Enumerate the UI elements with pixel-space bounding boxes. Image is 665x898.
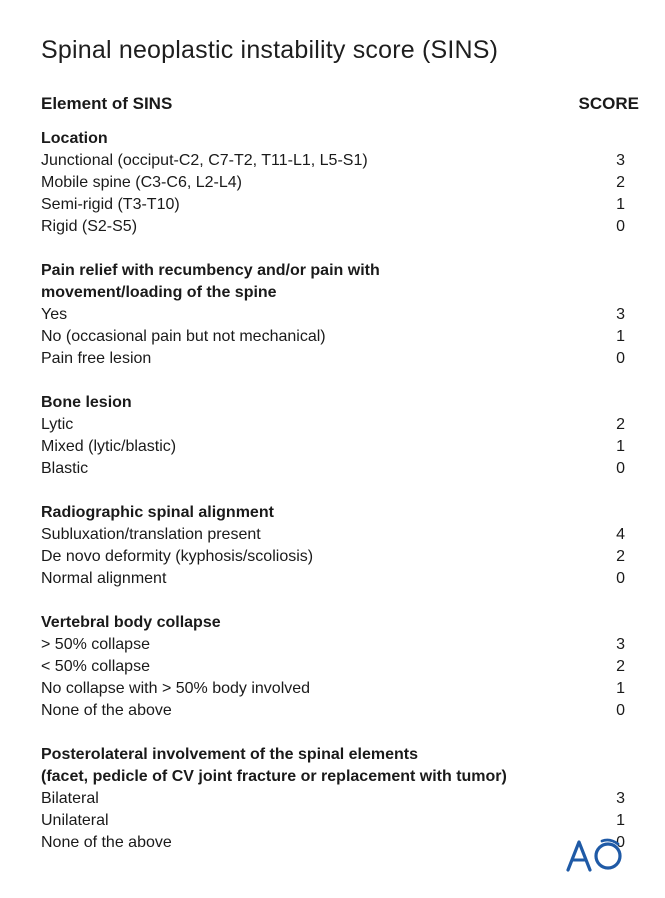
row-label: Lytic — [41, 416, 74, 433]
score-row — [41, 832, 625, 854]
section-title: Posterolateral involvement of the spinal elements (facet, pedicle of CV joint fracture or replacement with tumor) — [41, 746, 507, 785]
element-column-header: Element of SINS — [41, 94, 173, 113]
row-score: 0 — [616, 218, 625, 235]
row-score: 1 — [616, 196, 625, 213]
row-label: Pain free lesion — [41, 350, 152, 367]
row-score: 3 — [616, 152, 625, 169]
row-score: 4 — [616, 526, 625, 543]
row-label: De novo deformity (kyphosis/scoliosis) — [41, 548, 314, 565]
row-score: 2 — [616, 174, 625, 191]
page-title: Spinal neoplastic instability score (SINS) — [41, 36, 499, 64]
row-label: Mobile spine (C3-C6, L2-L4) — [41, 174, 242, 191]
score-column-header: SCORE — [578, 94, 639, 113]
score-row — [41, 634, 625, 656]
row-label: > 50% collapse — [41, 636, 150, 653]
score-row — [41, 348, 625, 370]
section-title: Bone lesion — [41, 394, 132, 411]
row-label: Subluxation/translation present — [41, 526, 261, 543]
score-row — [41, 326, 625, 348]
score-section — [41, 612, 625, 722]
score-row — [41, 150, 625, 172]
score-row — [41, 678, 625, 700]
row-label: None of the above — [41, 702, 172, 719]
row-label: Yes — [41, 306, 68, 323]
row-label: Rigid (S2-S5) — [41, 218, 138, 235]
row-label: Semi-rigid (T3-T10) — [41, 196, 180, 213]
score-section — [41, 128, 625, 238]
section-title: Radiographic spinal alignment — [41, 504, 274, 521]
score-row — [41, 216, 625, 238]
row-score: 2 — [616, 548, 625, 565]
row-label: No collapse with > 50% body involved — [41, 680, 311, 697]
score-row — [41, 656, 625, 678]
row-score: 3 — [616, 306, 625, 323]
score-section — [41, 502, 625, 590]
ao-logo — [566, 838, 624, 872]
row-score: 1 — [616, 812, 625, 829]
row-score: 3 — [616, 636, 625, 653]
row-score: 1 — [616, 680, 625, 697]
score-row — [41, 194, 625, 216]
score-row — [41, 524, 625, 546]
row-score: 0 — [616, 350, 625, 367]
row-score: 1 — [616, 438, 625, 455]
row-score: 0 — [616, 702, 625, 719]
row-label: Bilateral — [41, 790, 99, 807]
section-title: Pain relief with recumbency and/or pain with movement/loading of the spine — [41, 262, 380, 301]
row-score: 2 — [616, 658, 625, 675]
row-score: 0 — [616, 834, 625, 851]
score-row — [41, 568, 625, 590]
score-row — [41, 546, 625, 568]
sins-table — [41, 128, 625, 876]
score-section — [41, 260, 625, 370]
score-row — [41, 700, 625, 722]
section-title: Location — [41, 130, 108, 147]
score-row — [41, 458, 625, 480]
score-section — [41, 744, 625, 854]
row-label: Unilateral — [41, 812, 109, 829]
row-score: 1 — [616, 328, 625, 345]
score-row — [41, 436, 625, 458]
row-score: 0 — [616, 460, 625, 477]
score-row — [41, 304, 625, 326]
score-row — [41, 810, 625, 832]
row-label: Mixed (lytic/blastic) — [41, 438, 177, 455]
row-label: < 50% collapse — [41, 658, 150, 675]
score-row — [41, 788, 625, 810]
row-score: 0 — [616, 570, 625, 587]
score-row — [41, 172, 625, 194]
row-label: Blastic — [41, 460, 89, 477]
row-label: Normal alignment — [41, 570, 167, 587]
row-score: 3 — [616, 790, 625, 807]
row-score: 2 — [616, 416, 625, 433]
score-row — [41, 414, 625, 436]
score-section — [41, 392, 625, 480]
row-label: None of the above — [41, 834, 172, 851]
section-title: Vertebral body collapse — [41, 614, 221, 631]
row-label: No (occasional pain but not mechanical) — [41, 328, 326, 345]
row-label: Junctional (occiput-C2, C7-T2, T11-L1, L5-S1) — [41, 152, 368, 169]
